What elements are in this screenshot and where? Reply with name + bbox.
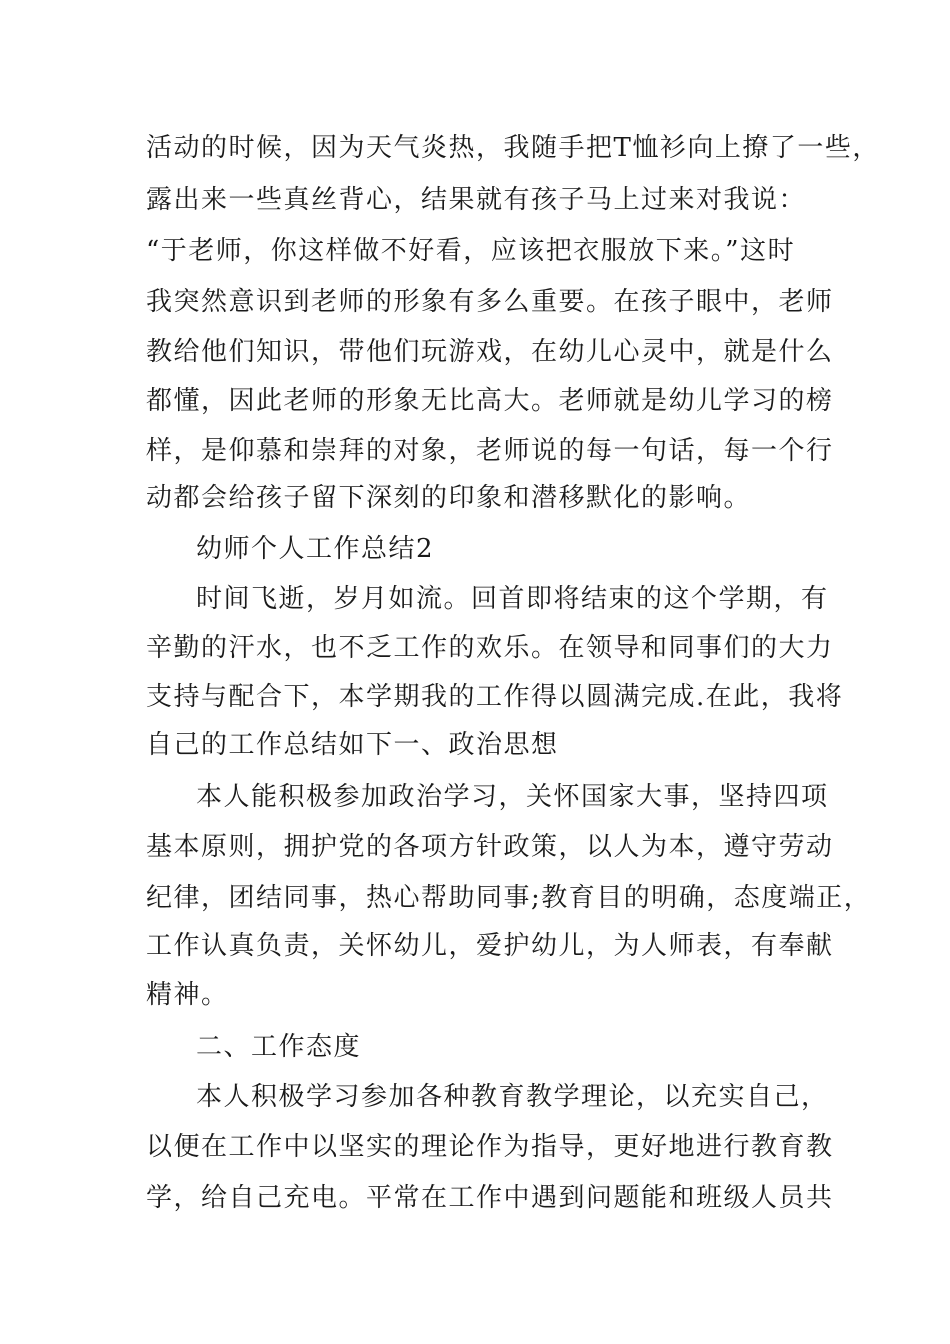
text-line: 学，给自己充电。平常在工作中遇到问题能和班级人员共 (146, 1183, 834, 1213)
text-line: 辛勤的汗水，也不乏工作的欢乐。在领导和同事们的大力 (146, 633, 834, 663)
text-line: 精神。 (146, 980, 229, 1010)
text-line: “于老师，你这样做不好看，应该把衣服放下来。”这时 (146, 236, 796, 266)
text-line: 纪律，团结同事，热心帮助同事;教育目的明确，态度端正， (146, 883, 872, 913)
text-line: 动都会给孩子留下深刻的印象和潜移默化的影响。 (146, 483, 752, 513)
text-line: 支持与配合下，本学期我的工作得以圆满完成.在此，我将 (146, 682, 844, 712)
section-heading: 幼师个人工作总结2 (196, 534, 435, 564)
text-line: 基本原则，拥护党的各项方针政策，以人为本，遵守劳动 (146, 832, 834, 862)
text-line: 教给他们知识，带他们玩游戏，在幼儿心灵中，就是什么 (146, 337, 834, 367)
text-line: 自己的工作总结如下一、政治思想 (146, 730, 559, 760)
paragraph-first-line: 本人能积极参加政治学习，关怀国家大事，坚持四项 (196, 782, 829, 812)
section-heading: 二、工作态度 (196, 1032, 362, 1062)
text-line: 露出来一些真丝背心，结果就有孩子马上过来对我说： (146, 185, 807, 215)
text-line: 以便在工作中以坚实的理论作为指导，更好地进行教育教 (146, 1132, 834, 1162)
text-line: 活动的时候，因为天气炎热，我随手把T恤衫向上撩了一些， (146, 133, 880, 163)
text-line: 都懂，因此老师的形象无比高大。老师就是幼儿学习的榜 (146, 386, 834, 416)
text-line: 工作认真负责，关怀幼儿，爱护幼儿，为人师表，有奉献 (146, 931, 834, 961)
text-line: 我突然意识到老师的形象有多么重要。在孩子眼中，老师 (146, 287, 834, 317)
text-line: 样，是仰慕和崇拜的对象，老师说的每一句话，每一个行 (146, 436, 834, 466)
paragraph-first-line: 时间飞逝，岁月如流。回首即将结束的这个学期，有 (196, 584, 829, 614)
paragraph-first-line: 本人积极学习参加各种教育教学理论，以充实自己， (196, 1082, 829, 1112)
